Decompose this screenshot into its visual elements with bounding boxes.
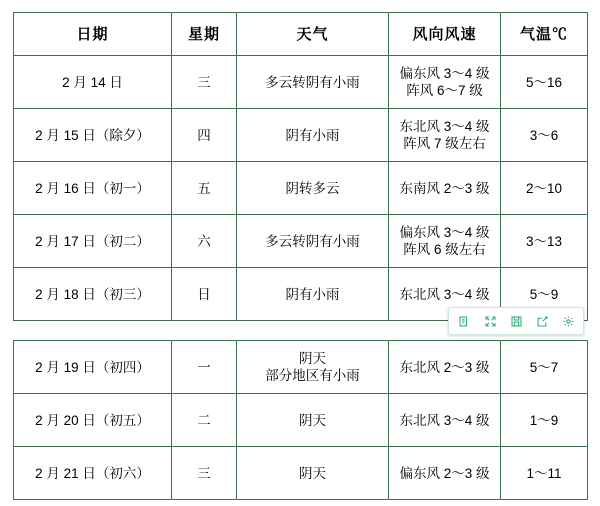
cell-weekday: 五 <box>172 162 237 215</box>
cell-temperature: 1～11 <box>501 447 588 500</box>
table-row <box>14 109 588 162</box>
column-header-temperature: 气温℃ <box>501 13 588 56</box>
weather-line: 多云转阴有小雨 <box>265 74 360 90</box>
cell-weather <box>237 215 389 268</box>
copy-icon[interactable] <box>451 309 477 333</box>
column-header-weather: 天气 <box>237 13 389 56</box>
cell-weekday: 日 <box>172 268 237 321</box>
cell-weekday: 三 <box>172 447 237 500</box>
wind-line: 东北风 3～4 级 <box>399 412 490 428</box>
wind-line: 阵风 6 级左右 <box>403 242 486 257</box>
cell-weekday: 一 <box>172 341 237 394</box>
cell-weather <box>237 56 389 109</box>
table-row <box>14 447 588 500</box>
cell-temperature: 1～9 <box>501 394 588 447</box>
cell-date: 2 月 20 日（初五） <box>14 394 172 447</box>
cell-date: 2 月 16 日（初一） <box>14 162 172 215</box>
weather-line: 阴天 <box>299 465 326 481</box>
weather-line: 多云转阴有小雨 <box>265 233 360 249</box>
table-row <box>14 162 588 215</box>
cell-date: 2 月 19 日（初四） <box>14 341 172 394</box>
weather-forecast-table-continued <box>13 340 588 500</box>
cell-wind <box>389 447 501 500</box>
cell-wind <box>389 56 501 109</box>
share-icon[interactable] <box>529 309 555 333</box>
cell-temperature: 3～13 <box>501 215 588 268</box>
cell-weekday: 六 <box>172 215 237 268</box>
table-row <box>14 394 588 447</box>
wind-line: 偏东风 3～4 级 <box>399 66 490 81</box>
weather-line: 阴有小雨 <box>285 286 340 302</box>
wind-line: 偏东风 3～4 级 <box>399 225 490 240</box>
cell-wind <box>389 162 501 215</box>
column-header-wind: 风向风速 <box>389 13 501 56</box>
weather-line: 阴有小雨 <box>285 127 340 143</box>
wind-line: 阵风 6～7 级 <box>406 83 483 98</box>
weather-line: 阴天 <box>299 412 326 428</box>
cell-weather <box>237 162 389 215</box>
cell-date: 2 月 18 日（初三） <box>14 268 172 321</box>
cell-weekday: 三 <box>172 56 237 109</box>
cell-temperature: 3～6 <box>501 109 588 162</box>
table-row <box>14 56 588 109</box>
wind-line: 东南风 2～3 级 <box>399 180 490 196</box>
table-body-lower <box>14 341 588 500</box>
cell-weather <box>237 447 389 500</box>
wind-line: 东北风 3～4 级 <box>399 119 490 134</box>
column-header-date: 日期 <box>14 13 172 56</box>
cell-date: 2 月 17 日（初二） <box>14 215 172 268</box>
table-row <box>14 341 588 394</box>
save-icon[interactable] <box>503 309 529 333</box>
weather-line: 阴天 <box>299 351 326 366</box>
floating-toolbar[interactable] <box>448 307 584 335</box>
table-header-row <box>14 13 588 56</box>
cell-temperature: 5～16 <box>501 56 588 109</box>
cell-weather <box>237 109 389 162</box>
cell-wind <box>389 341 501 394</box>
table-row <box>14 215 588 268</box>
gear-icon[interactable] <box>555 309 581 333</box>
cell-weather <box>237 394 389 447</box>
wind-line: 阵风 7 级左右 <box>403 136 486 151</box>
weather-line: 部分地区有小雨 <box>265 368 360 383</box>
cell-wind <box>389 215 501 268</box>
cell-date: 2 月 21 日（初六） <box>14 447 172 500</box>
cell-weekday: 二 <box>172 394 237 447</box>
cell-date: 2 月 14 日 <box>14 56 172 109</box>
weather-line: 阴转多云 <box>285 180 340 196</box>
cell-weather <box>237 268 389 321</box>
cell-wind <box>389 394 501 447</box>
wind-line: 偏东风 2～3 级 <box>399 465 490 481</box>
cell-date: 2 月 15 日（除夕） <box>14 109 172 162</box>
column-header-weekday: 星期 <box>172 13 237 56</box>
cell-temperature: 5～9 <box>501 268 588 321</box>
cell-wind <box>389 109 501 162</box>
weather-forecast-table <box>13 12 588 321</box>
table-header <box>14 13 588 56</box>
cell-weather <box>237 341 389 394</box>
cell-weekday: 四 <box>172 109 237 162</box>
wind-line: 东北风 3～4 级 <box>399 286 490 302</box>
wind-line: 东北风 2～3 级 <box>399 359 490 375</box>
fullscreen-icon[interactable] <box>477 309 503 333</box>
cell-temperature: 5～7 <box>501 341 588 394</box>
table-body-upper <box>14 56 588 321</box>
cell-temperature: 2～10 <box>501 162 588 215</box>
